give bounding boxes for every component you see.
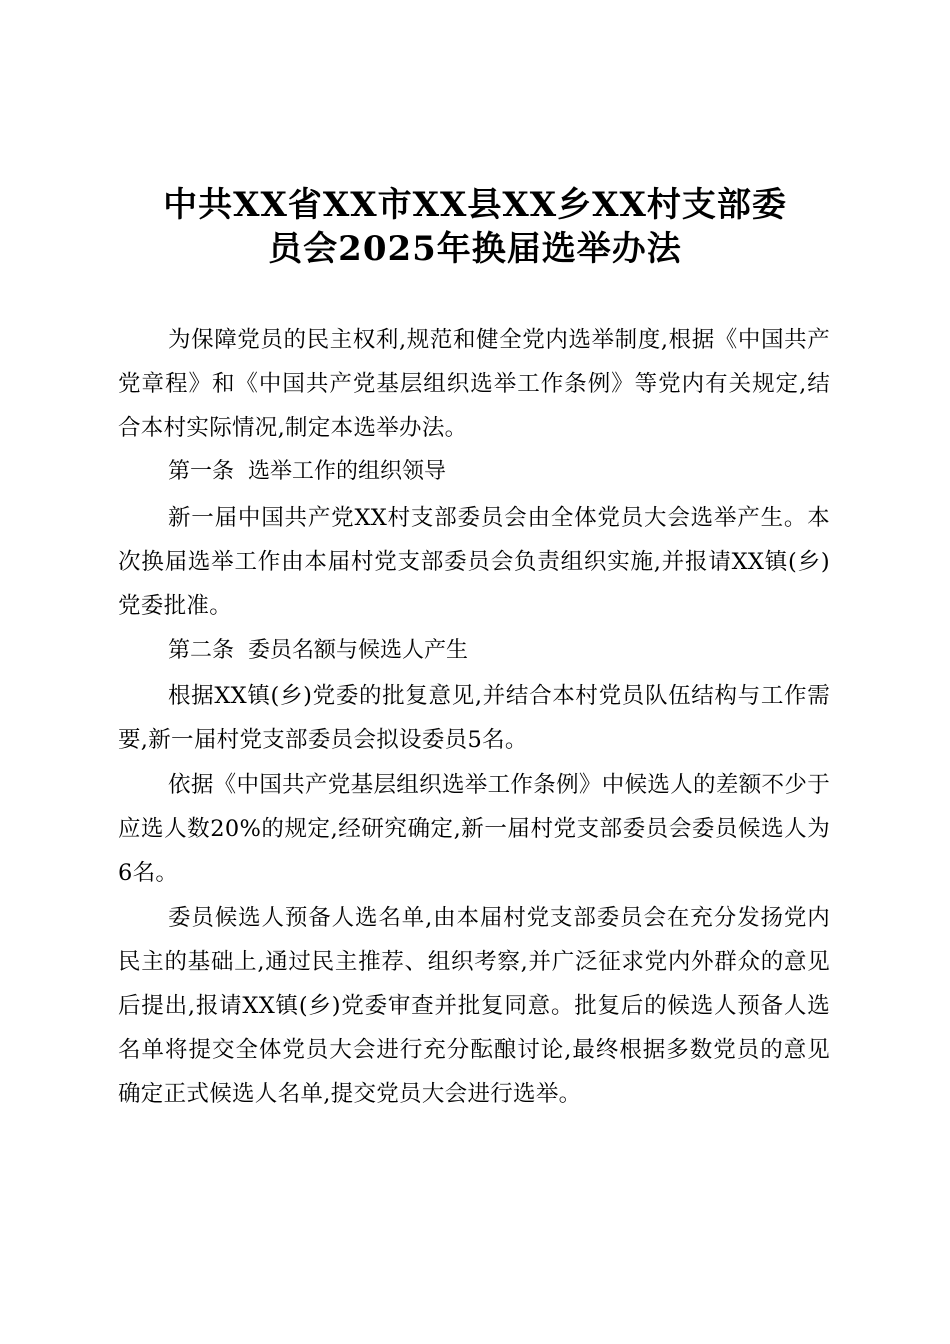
article-2-paragraph-2: 依据《中国共产党基层组织选举工作条例》中候选人的差额不少于应选人数20%的规定,经研究确定,新一届村党支部委员会委员候选人为6名。 (118, 772, 830, 886)
article-2-title: 委员名额与候选人产生 (248, 638, 469, 663)
article-1-heading (168, 450, 446, 494)
article-2-number: 第二条 (168, 638, 235, 663)
article-2-paragraph-3: 委员候选人预备人选名单,由本届村党支部委员会在充分发扬党内民主的基础上,通过民主推荐、组织考察,并广泛征求党内外群众的意见后提出,报请XX镇(乡)党委审查并批复同意。批复后的候选人预备人选名单将提交全体党员大会进行充分酝酿讨论,最终根据多数党员的意见确定正式候选人名单,提交党员大会进行选举。 (118, 905, 830, 1107)
document-title-line-1: 中共XX省XX市XX县XX乡XX村支部委 (163, 185, 787, 225)
document-title-line-2: 员会2025年换届选举办法 (268, 229, 682, 269)
article-2-heading (168, 629, 468, 673)
intro-paragraph: 为保障党员的民主权利,规范和健全党内选举制度,根据《中国共产党章程》和《中国共产党基层组织选举工作条例》等党内有关规定,结合本村实际情况,制定本选举办法。 (118, 327, 830, 441)
article-1-body: 新一届中国共产党XX村支部委员会由全体党员大会选举产生。本次换届选举工作由本届村党支部委员会负责组织实施,并报请XX镇(乡)党委批准。 (118, 505, 830, 619)
article-1-title: 选举工作的组织领导 (248, 459, 447, 484)
article-1-number: 第一条 (168, 459, 235, 484)
article-2-paragraph-1: 根据XX镇(乡)党委的批复意见,并结合本村党员队伍结构与工作需要,新一届村党支部委员会拟设委员5名。 (118, 683, 830, 753)
